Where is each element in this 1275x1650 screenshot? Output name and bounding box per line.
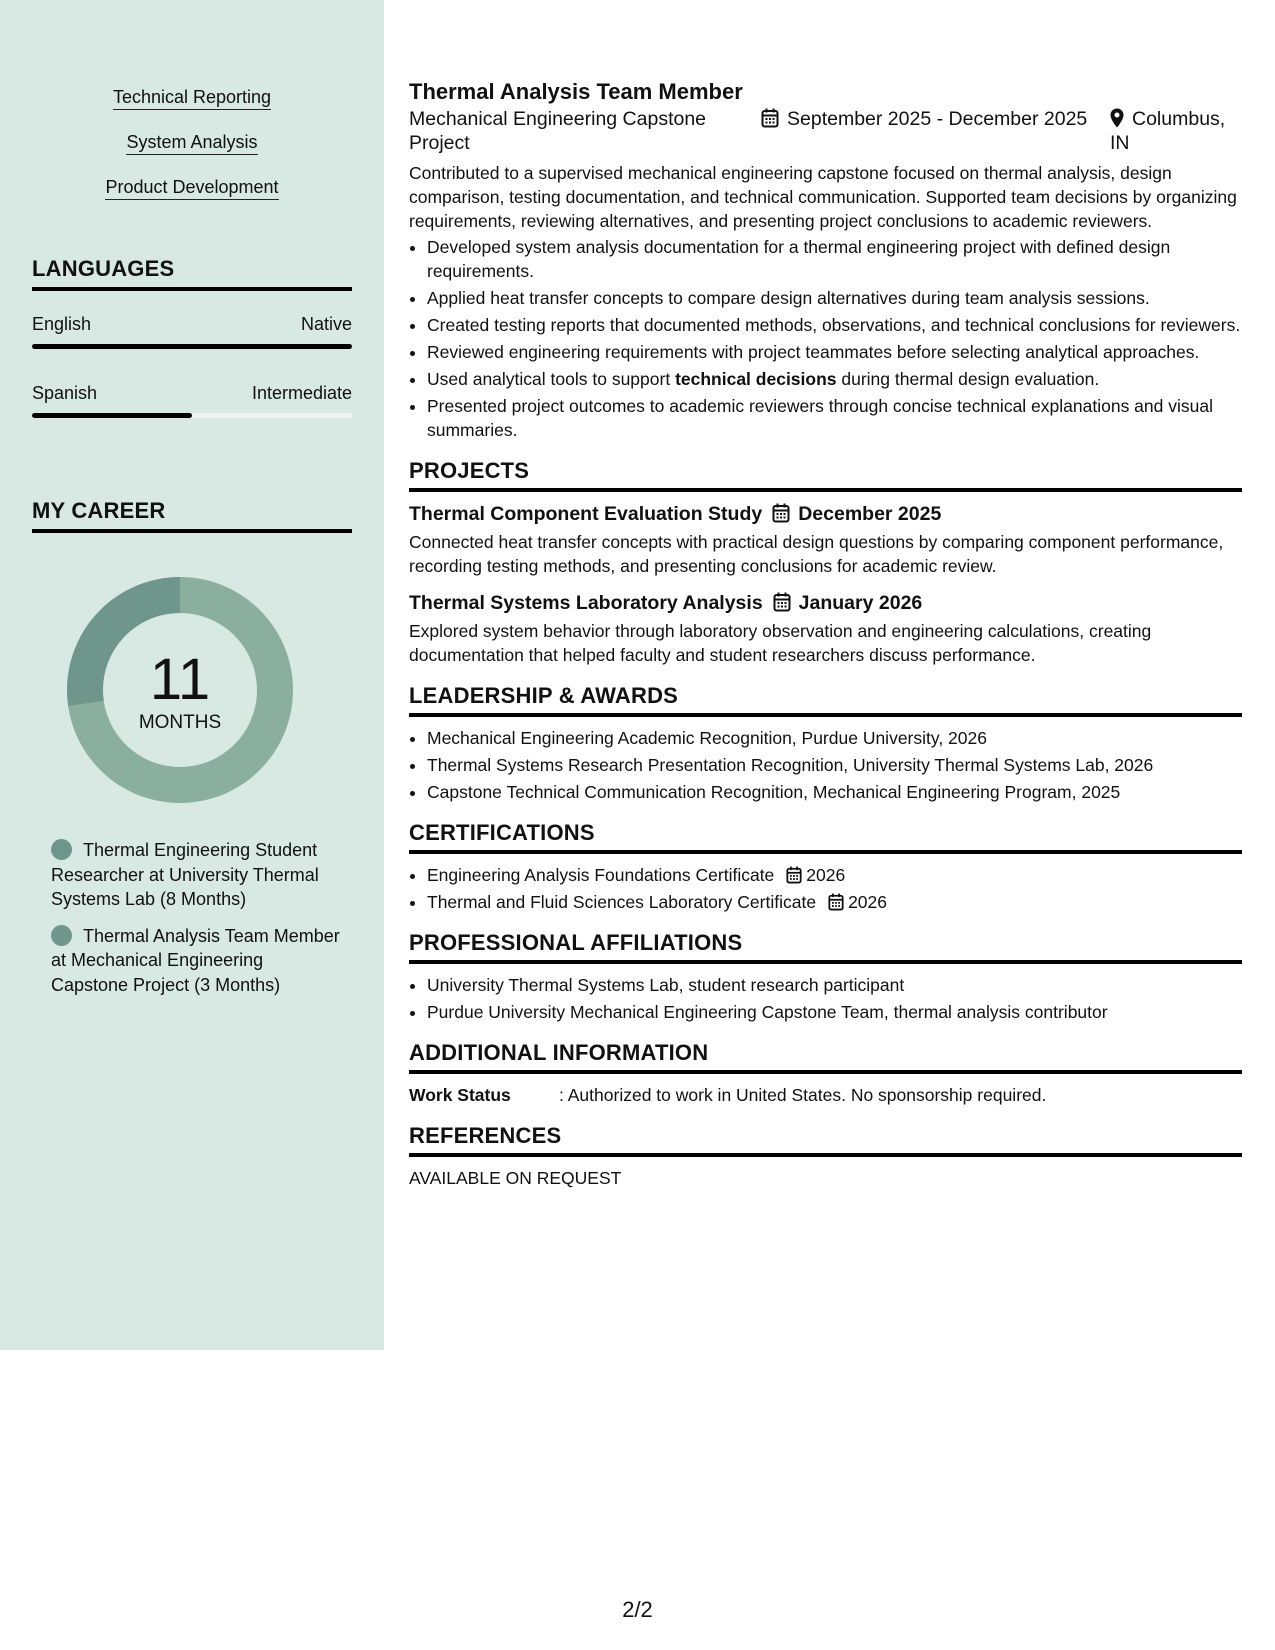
language-row xyxy=(32,314,352,335)
language-bar xyxy=(32,344,352,349)
affiliation-item: • University Thermal Systems Lab, student research participant xyxy=(427,973,1242,997)
calendar-icon xyxy=(772,503,790,523)
job-bullet: • Presented project outcomes to academic reviewers through concise technical explanations and visual summaries. xyxy=(427,394,1242,442)
affiliations-heading: PROFESSIONAL AFFILIATIONS xyxy=(409,930,1242,964)
award-item: • Mechanical Engineering Academic Recognition, Purdue University, 2026 xyxy=(427,726,1242,750)
skill-item: Technical Reporting xyxy=(0,86,384,131)
calendar-icon xyxy=(786,866,802,884)
job-bullet: • Used analytical tools to support technical decisions during thermal design evaluation. xyxy=(427,367,1242,391)
additional-info-heading: ADDITIONAL INFORMATION xyxy=(409,1040,1242,1074)
project-description: Explored system behavior through laboratory observation and engineering calculations, creating documentation that helped faculty and student researchers discuss performance. xyxy=(409,621,1152,665)
award-item: • Thermal Systems Research Presentation Recognition, University Thermal Systems Lab, 2026 xyxy=(427,753,1242,777)
project-description: Connected heat transfer concepts with practical design questions by comparing component performance, recording testing methods, and presenting conclusions for academic review. xyxy=(409,532,1224,576)
certifications-heading: CERTIFICATIONS xyxy=(409,820,1242,854)
main-content xyxy=(409,78,1242,1190)
work-status-value: : Authorized to work in United States. No sponsorship required. xyxy=(559,1085,1047,1105)
language-bar-fill xyxy=(32,344,352,349)
certifications-list xyxy=(409,863,1242,914)
calendar-icon xyxy=(773,592,791,612)
job-bullet: • Developed system analysis documentation for a thermal engineering project with defined design requirements. xyxy=(427,235,1242,283)
language-row xyxy=(32,383,352,404)
job-company: Mechanical Engineering Capstone Project xyxy=(409,108,707,154)
job-meta xyxy=(409,107,1242,159)
certification-item: • Engineering Analysis Foundations Certificate 2026 xyxy=(427,863,1242,887)
language-bar-fill xyxy=(32,413,192,418)
project-title: Thermal Component Evaluation Study December 2025 xyxy=(409,503,942,525)
languages-heading: LANGUAGES xyxy=(32,256,352,291)
project-date: January 2026 xyxy=(798,592,923,614)
affiliation-item: • Purdue University Mechanical Engineering Capstone Team, thermal analysis contributor xyxy=(427,1000,1242,1024)
skill-item: Product Development xyxy=(0,176,384,221)
job-dates: September 2025 - December 2025 xyxy=(761,107,1087,131)
language-level: Intermediate xyxy=(251,383,352,403)
job-summary: Contributed to a supervised mechanical engineering capstone focused on thermal analysis, design comparison, testing documentation, and technical communication. Supported team decisions by organizing requirements, reviewing alternatives, and presenting project conclusions to academic reviewers. xyxy=(409,163,1237,231)
calendar-icon xyxy=(828,893,844,911)
leadership-list xyxy=(409,726,1242,804)
career-total-unit: MONTHS xyxy=(138,712,222,733)
career-item: Thermal Engineering Student Researcher at University Thermal Systems Lab (8 Months) xyxy=(51,840,319,909)
projects-heading: PROJECTS xyxy=(409,458,1242,492)
location-pin-icon xyxy=(1110,108,1124,128)
job-title: Thermal Analysis Team Member xyxy=(409,79,743,104)
career-list xyxy=(51,838,341,1009)
project-date: December 2025 xyxy=(798,503,942,525)
career-heading: MY CAREER xyxy=(32,498,352,533)
calendar-icon xyxy=(761,108,779,128)
language-level: Native xyxy=(300,314,352,334)
career-item: Thermal Analysis Team Member at Mechanical Engineering Capstone Project (3 Months) xyxy=(51,925,340,995)
page-number: 2/2 xyxy=(622,1597,653,1622)
bullet-dot-icon xyxy=(51,839,72,860)
project-title: Thermal Systems Laboratory Analysis January 2026 xyxy=(409,592,923,614)
language-name: English xyxy=(32,314,92,334)
skill-item: System Analysis xyxy=(0,131,384,176)
references-text: AVAILABLE ON REQUEST xyxy=(409,1168,622,1188)
affiliations-list xyxy=(409,973,1242,1024)
language-name: Spanish xyxy=(32,383,98,403)
leadership-heading: LEADERSHIP & AWARDS xyxy=(409,683,1242,717)
language-bar xyxy=(32,413,352,418)
award-item: • Capstone Technical Communication Recognition, Mechanical Engineering Program, 2025 xyxy=(427,780,1242,804)
certification-date: 2026 xyxy=(848,892,888,912)
job-bullets xyxy=(409,235,1242,442)
career-total-months: 11 xyxy=(149,647,211,712)
job-bullet: • Reviewed engineering requirements with project teammates before selecting analytical approaches. xyxy=(427,340,1242,364)
bullet-dot-icon xyxy=(51,925,72,946)
job-bullet: • Created testing reports that documented methods, observations, and technical conclusions for reviewers. xyxy=(427,313,1242,337)
work-status-row xyxy=(409,1083,1242,1107)
references-heading: REFERENCES xyxy=(409,1123,1242,1157)
sidebar xyxy=(0,0,384,1350)
work-status-label: Work Status xyxy=(409,1085,511,1105)
skills-list xyxy=(0,86,384,221)
job-location: Columbus, IN xyxy=(1110,108,1226,154)
job-bullet: • Applied heat transfer concepts to compare design alternatives during team analysis sessions. xyxy=(427,286,1242,310)
certification-item: • Thermal and Fluid Sciences Laboratory Certificate 2026 xyxy=(427,890,1242,914)
certification-date: 2026 xyxy=(806,865,846,885)
